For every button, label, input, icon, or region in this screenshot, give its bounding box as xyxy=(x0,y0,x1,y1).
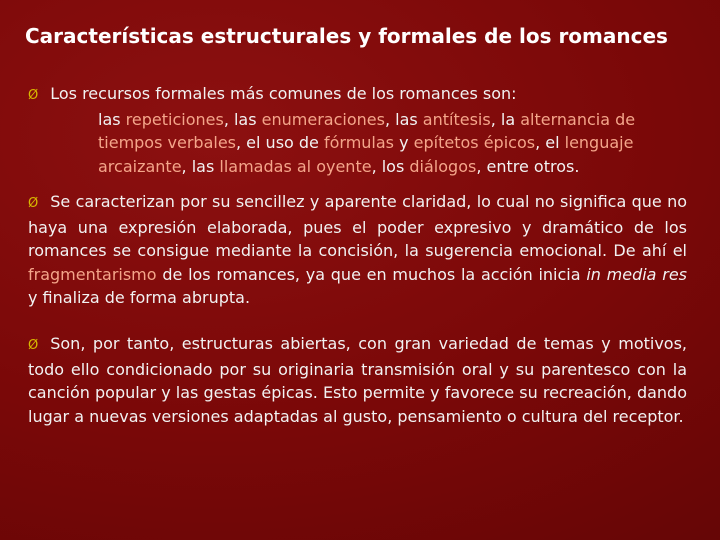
arrow-bullet-icon: Ø xyxy=(28,196,39,211)
highlight-enumeraciones: enumeraciones xyxy=(261,109,385,129)
highlight-antitesis: antítesis xyxy=(422,109,491,129)
arrow-bullet-icon: Ø xyxy=(28,338,39,353)
highlight-llamadas-oyente: llamadas al oyente xyxy=(219,156,372,176)
highlight-alternancia: alternancia de tiempos verbales xyxy=(98,109,636,152)
highlight-dialogos: diálogos xyxy=(409,156,477,176)
highlight-fragmentarismo: fragmentarismo xyxy=(28,264,157,284)
slide-title: Características estructurales y formales de los romances xyxy=(25,24,668,48)
highlight-epitetos: epítetos épicos xyxy=(413,133,536,152)
paragraph-recursos-formales xyxy=(28,82,687,178)
highlight-formulas: fórmulas xyxy=(323,133,395,152)
p1-intro: Los recursos formales más comunes de los romances son: xyxy=(50,84,517,103)
arrow-bullet-icon: Ø xyxy=(28,88,39,103)
p1-list: las repeticiones, las enumeraciones, las antítesis, la alternancia de tiempos verbales, el uso de fórmulas y epítetos épicos, el lenguaje arcaizante, las llamadas al oyente, los diálogos, entre otros. xyxy=(98,109,636,176)
highlight-lenguaje-arcaizante: lenguaje arcaizante xyxy=(98,133,634,176)
paragraph-estructuras-abiertas: Ø Son, por tanto, estructuras abiertas, con gran variedad de temas y motivos, todo ello condicionado por su originaria transmisión oral y su parentesco con la canción popular y las gestas épicas. Esto permite y favorece su recreación, dando lugar a nuevas versiones adaptadas al gusto, pensamiento o cultura del receptor. xyxy=(28,334,687,426)
paragraph-sencillez: Ø Se caracterizan por su sencillez y aparente claridad, lo cual no significa que no haya una expresión elaborada, pues el poder expresivo y dramático de los romances se consigue mediante la concisión, la sugerencia emocional. De ahí el fragmentarismo de los romances, ya que en muchos la acción inicia in media res y finaliza de forma abrupta. xyxy=(28,192,687,307)
italic-in-media-res: in media res xyxy=(586,264,687,284)
highlight-repeticiones: repeticiones xyxy=(125,109,224,129)
